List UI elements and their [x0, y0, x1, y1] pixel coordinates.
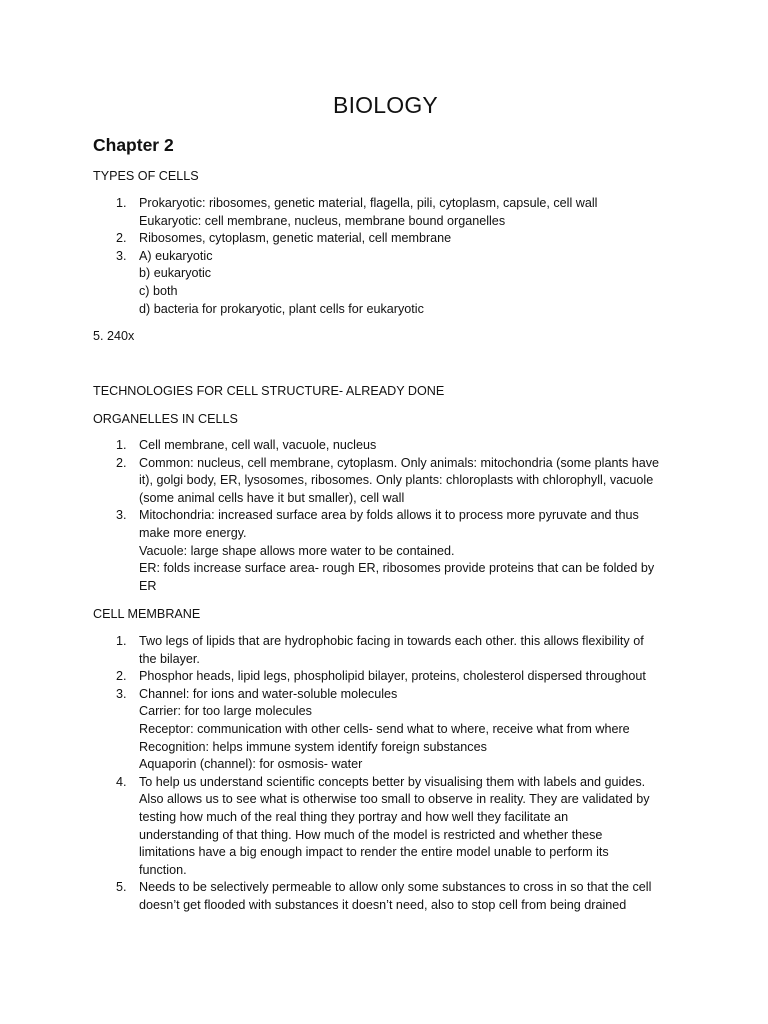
list-item-line: Cell membrane, cell wall, vacuole, nucleus: [139, 438, 377, 452]
list-item: [93, 248, 678, 318]
list-item-line: Phosphor heads, lipid legs, phospholipid bilayer, proteins, cholesterol dispersed throughout: [139, 669, 646, 684]
list-item-line: Channel: for ions and water-soluble molecules: [139, 686, 398, 701]
list-item-line: doesn’t get flooded with substances it doesn’t need, also to stop cell from being drained: [139, 897, 627, 912]
list-item-number: 3.: [116, 686, 127, 701]
section-heading-types-of-cells: TYPES OF CELLS: [93, 169, 199, 183]
list-item-number: 2.: [116, 231, 127, 246]
list-item: [93, 195, 678, 230]
list-item-number: 1.: [116, 196, 127, 210]
list-item-line: Vacuole: large shape allows more water to be contained.: [139, 543, 455, 558]
list-item-line: function.: [139, 862, 187, 877]
list-item-line: b) eukaryotic: [139, 266, 212, 281]
list-item: [93, 879, 678, 914]
list-item-line: ER: [139, 578, 157, 593]
list-item-line: make more energy.: [139, 525, 247, 540]
list-item-number: 3.: [116, 248, 127, 263]
chapter-heading: Chapter 2: [93, 135, 174, 155]
list-item: [93, 507, 678, 595]
list-item-line: Recognition: helps immune system identify foreign substances: [139, 739, 487, 754]
list-item-number: 3.: [116, 508, 127, 523]
list-item-line: c) both: [139, 283, 178, 298]
list-item-number: 1.: [116, 634, 127, 648]
list-item-line: Eukaryotic: cell membrane, nucleus, membrane bound organelles: [139, 213, 506, 228]
section-heading-organelles: ORGANELLES IN CELLS: [93, 412, 238, 426]
list-item-number: 2.: [116, 455, 127, 470]
list-item: [93, 668, 678, 686]
list-item-line: limitations have a big enough impact to render the entire model unable to perform its: [139, 845, 609, 860]
list-item-line: understanding of that thing. How much of the model is restricted and whether these: [139, 827, 603, 842]
list-item-line: Mitochondria: increased surface area by folds allows it to process more pyruvate and thus: [139, 508, 639, 523]
list-item-number: 1.: [116, 438, 127, 452]
answer-five: 5. 240x: [93, 329, 135, 343]
list-item-line: the bilayer.: [139, 651, 200, 666]
list-item-line: d) bacteria for prokaryotic, plant cells for eukaryotic: [139, 301, 424, 316]
list-item-line: Common: nucleus, cell membrane, cytoplasm. Only animals: mitochondria (some plants have: [139, 455, 660, 470]
types-of-cells-list: [93, 195, 678, 318]
list-item-number: 5.: [116, 880, 127, 895]
list-item: [93, 455, 678, 508]
list-item-line: To help us understand scientific concepts better by visualising them with labels and guides.: [139, 774, 646, 789]
list-item-line: testing how much of the real thing they portray and how well they facilitate an: [139, 809, 569, 824]
list-item: [93, 633, 678, 668]
organelles-list: [93, 437, 678, 595]
section-heading-technologies: TECHNOLOGIES FOR CELL STRUCTURE- ALREADY DONE: [93, 384, 445, 398]
list-item-line: ER: folds increase surface area- rough ER, ribosomes provide proteins that can be folded by: [139, 561, 655, 576]
list-item-number: 2.: [116, 669, 127, 684]
list-item-line: Aquaporin (channel): for osmosis- water: [139, 757, 363, 772]
document-title: BIOLOGY: [333, 92, 438, 118]
list-item: [93, 686, 678, 774]
list-item-line: Prokaryotic: ribosomes, genetic material, flagella, pili, cytoplasm, capsule, cell wall: [139, 196, 598, 210]
list-item: [93, 437, 678, 455]
section-heading-cell-membrane: CELL MEMBRANE: [93, 607, 201, 621]
list-item-line: A) eukaryotic: [139, 248, 213, 263]
list-item-line: it), golgi body, ER, lysosomes, ribosomes. Only plants: chloroplasts with chlorophyll, vacuole: [139, 473, 654, 488]
list-item-line: Needs to be selectively permeable to allow only some substances to cross in so that the cell: [139, 880, 652, 895]
list-item-line: Also allows us to see what is otherwise too small to observe in reality. They are validated by: [139, 792, 650, 807]
cell-membrane-list: [93, 633, 678, 915]
list-item-line: Carrier: for too large molecules: [139, 704, 312, 719]
list-item-line: Two legs of lipids that are hydrophobic facing in towards each other. this allows flexibility of: [139, 634, 644, 648]
list-item-line: (some animal cells have it but smaller), cell wall: [139, 490, 405, 505]
list-item-line: Receptor: communication with other cells- send what to where, receive what from where: [139, 721, 630, 736]
list-item-line: Ribosomes, cytoplasm, genetic material, cell membrane: [139, 231, 452, 246]
list-item: [93, 774, 678, 880]
list-item-number: 4.: [116, 774, 127, 789]
list-item: [93, 230, 678, 248]
